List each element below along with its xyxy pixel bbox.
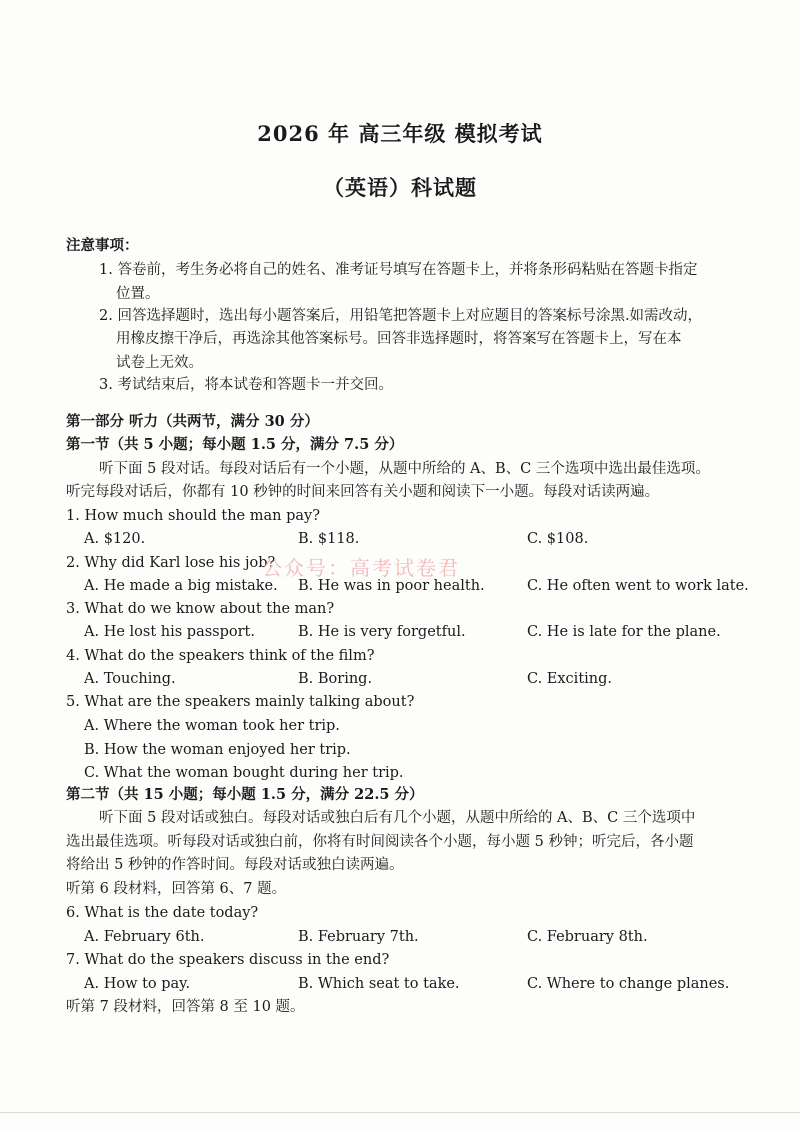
question-4-option-c: C. Exciting. (527, 671, 613, 687)
question-2-option-c: C. He often went to work late. (527, 578, 749, 594)
question-1-option-b: B. $118. (298, 531, 360, 547)
question-7-option-a: A. How to pay. (84, 976, 191, 992)
section2-instructions-line-1: 听下面 5 段对话或独白。每段对话或独白后有几个小题，从题中所给的 A、B、C 三个选项中 (99, 810, 696, 826)
question-2-option-b: B. He was in poor health. (298, 578, 485, 594)
notes-item-1-line-1: 1. 答卷前，考生务必将自己的姓名、准考证号填写在答题卡上，并将条形码粘贴在答题卡指定 (99, 262, 698, 278)
question-7-option-b: B. Which seat to take. (298, 976, 460, 992)
exam-title: 2026 年 高三年级 模拟考试 (257, 121, 543, 146)
section1-instructions-line-2: 听完每段对话后，你都有 10 秒钟的时间来回答有关小题和阅读下一小题。每段对话读两遍。 (66, 484, 660, 500)
question-1-option-c: C. $108. (527, 531, 589, 547)
notes-item-1-line-2: 位置。 (116, 286, 160, 302)
question-5-option-b: B. How the woman enjoyed her trip. (84, 742, 351, 758)
section2-instructions-line-3: 将给出 5 秒钟的作答时间。每段对话或独白读两遍。 (66, 857, 404, 873)
question-6-option-a: A. February 6th. (84, 929, 205, 945)
exam-subtitle: （英语）科试题 (323, 175, 477, 200)
page-bottom-edge (0, 1112, 800, 1113)
notes-item-2-line-2: 用橡皮擦干净后，再选涂其他答案标号。回答非选择题时，将答案写在答题卡上，写在本 (116, 331, 682, 347)
question-1-option-a: A. $120. (84, 531, 146, 547)
question-7-option-c: C. Where to change planes. (527, 976, 730, 992)
question-6-option-b: B. February 7th. (298, 929, 419, 945)
question-4-stem: 4. What do the speakers think of the film? (66, 648, 375, 664)
question-6-stem: 6. What is the date today? (66, 905, 259, 921)
question-3-option-c: C. He is late for the plane. (527, 624, 721, 640)
section2-heading: 第二节（共 15 小题；每小题 1.5 分，满分 22.5 分） (66, 786, 424, 803)
question-3-stem: 3. What do we know about the man? (66, 601, 335, 617)
question-5-option-a: A. Where the woman took her trip. (84, 718, 340, 734)
question-4-option-b: B. Boring. (298, 671, 373, 687)
question-4-option-a: A. Touching. (84, 671, 176, 687)
question-5-stem: 5. What are the speakers mainly talking about? (66, 694, 415, 710)
section2-instructions-line-2: 选出最佳选项。听每段对话或独白前，你将有时间阅读各个小题，每小题 5 秒钟；听完后，各小题 (66, 834, 694, 850)
question-1-stem: 1. How much should the man pay? (66, 508, 320, 524)
question-2-stem: 2. Why did Karl lose his job? (66, 555, 276, 571)
question-3-option-a: A. He lost his passport. (84, 624, 255, 640)
notes-item-2-line-1: 2. 回答选择题时，选出每小题答案后，用铅笔把答题卡上对应题目的答案标号涂黑.如需改动， (99, 308, 703, 324)
question-5-option-c: C. What the woman bought during her trip. (84, 765, 404, 781)
notes-item-3: 3. 考试结束后，将本试卷和答题卡一并交回。 (99, 377, 393, 393)
question-7-stem: 7. What do the speakers discuss in the end? (66, 952, 390, 968)
material-6-instruction: 听第 6 段材料，回答第 6、7 题。 (66, 881, 287, 897)
section1-heading: 第一节（共 5 小题；每小题 1.5 分，满分 7.5 分） (66, 436, 404, 453)
question-2-option-a: A. He made a big mistake. (84, 578, 278, 594)
question-6-option-c: C. February 8th. (527, 929, 648, 945)
material-7-instruction: 听第 7 段材料，回答第 8 至 10 题。 (66, 999, 305, 1015)
notes-item-2-line-3: 试卷上无效。 (116, 355, 203, 371)
notes-heading: 注意事项： (66, 237, 139, 254)
section1-instructions-line-1: 听下面 5 段对话。每段对话后有一个小题，从题中所给的 A、B、C 三个选项中选出最佳选项。 (99, 461, 710, 477)
part1-heading: 第一部分 听力（共两节，满分 30 分） (66, 413, 319, 430)
question-3-option-b: B. He is very forgetful. (298, 624, 466, 640)
watermark: 公众号：高考试卷君 (262, 556, 460, 580)
